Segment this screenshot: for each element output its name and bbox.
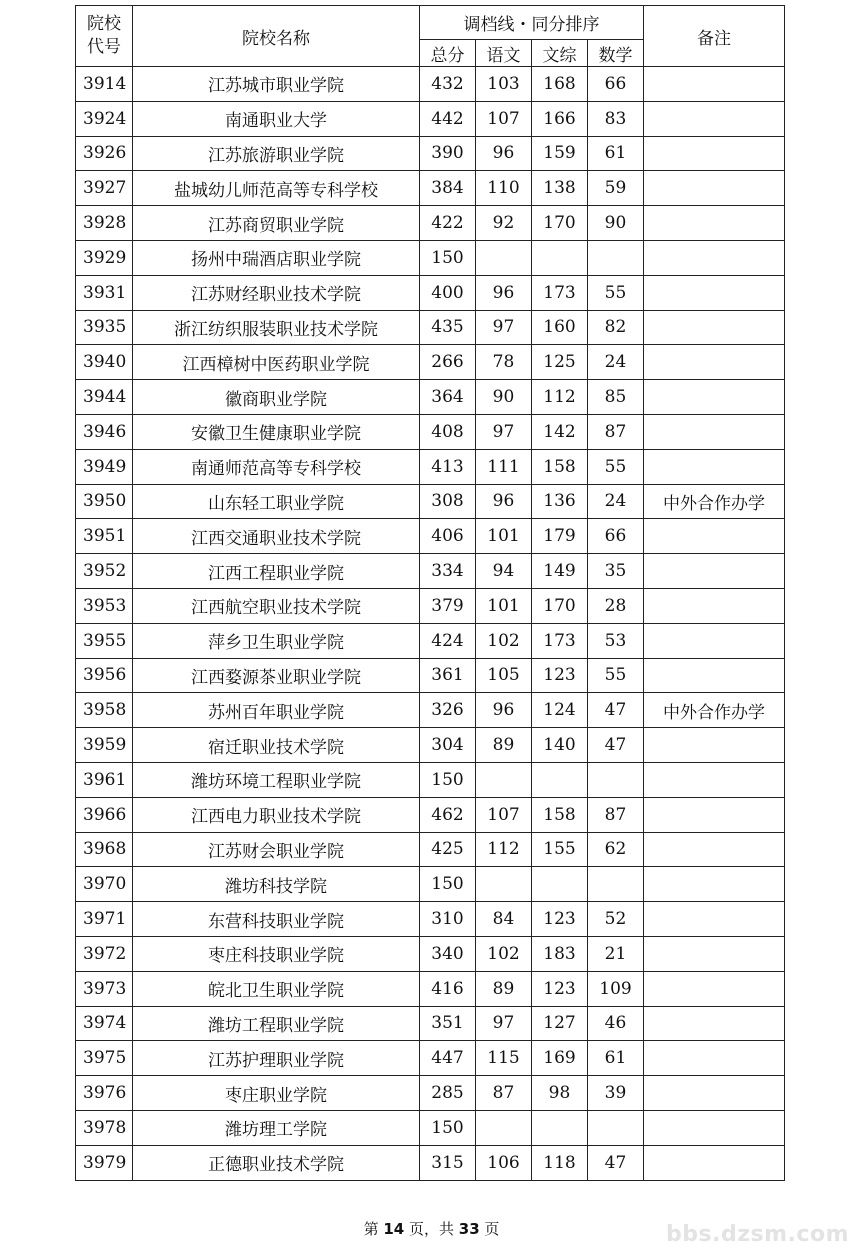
total-score-cell: 266 (420, 345, 476, 380)
school-name-cell: 南通师范高等专科学校 (133, 449, 420, 484)
footer-page-number: 14 (383, 1220, 405, 1238)
note-cell (644, 1110, 785, 1145)
table-row (76, 623, 785, 658)
school-name-cell: 江西工程职业学院 (133, 554, 420, 589)
comprehensive-score-cell: 166 (532, 101, 588, 136)
note-cell (644, 623, 785, 658)
school-code-cell: 3940 (76, 345, 133, 380)
school-name-cell: 枣庄职业学院 (133, 1076, 420, 1111)
note-cell (644, 1145, 785, 1180)
header-comprehensive: 文综 (532, 40, 588, 67)
math-score-cell: 62 (588, 832, 644, 867)
note-cell: 中外合作办学 (644, 693, 785, 728)
comprehensive-score-cell: 169 (532, 1041, 588, 1076)
school-code-cell: 3928 (76, 206, 133, 241)
math-score-cell: 52 (588, 902, 644, 937)
school-name-cell: 徽商职业学院 (133, 380, 420, 415)
school-name-cell: 江苏城市职业学院 (133, 67, 420, 102)
math-score-cell (588, 240, 644, 275)
note-cell (644, 554, 785, 589)
chinese-score-cell: 107 (476, 101, 532, 136)
school-name-cell: 江西电力职业技术学院 (133, 797, 420, 832)
comprehensive-score-cell: 98 (532, 1076, 588, 1111)
chinese-score-cell (476, 762, 532, 797)
math-score-cell: 55 (588, 658, 644, 693)
comprehensive-score-cell: 160 (532, 310, 588, 345)
school-name-cell: 安徽卫生健康职业学院 (133, 414, 420, 449)
note-cell (644, 867, 785, 902)
table-row (76, 554, 785, 589)
school-code-cell: 3927 (76, 171, 133, 206)
table-row (76, 762, 785, 797)
header-code-line1: 院校 (87, 14, 121, 34)
header-score-group: 调档线・同分排序 (420, 6, 644, 40)
chinese-score-cell: 112 (476, 832, 532, 867)
total-score-cell: 406 (420, 519, 476, 554)
total-score-cell: 361 (420, 658, 476, 693)
math-score-cell: 46 (588, 1006, 644, 1041)
school-name-cell: 宿迁职业技术学院 (133, 728, 420, 763)
table-row (76, 67, 785, 102)
table-row (76, 902, 785, 937)
school-code-cell: 3952 (76, 554, 133, 589)
table-body (76, 67, 785, 1181)
school-name-cell: 潍坊科技学院 (133, 867, 420, 902)
school-name-cell: 江苏商贸职业学院 (133, 206, 420, 241)
note-cell (644, 971, 785, 1006)
chinese-score-cell: 97 (476, 310, 532, 345)
math-score-cell: 24 (588, 345, 644, 380)
math-score-cell: 61 (588, 136, 644, 171)
chinese-score-cell: 96 (476, 275, 532, 310)
school-name-cell: 正德职业技术学院 (133, 1145, 420, 1180)
school-name-cell: 江西婺源茶业职业学院 (133, 658, 420, 693)
table-row (76, 1110, 785, 1145)
total-score-cell: 150 (420, 240, 476, 275)
school-code-cell: 3968 (76, 832, 133, 867)
chinese-score-cell: 84 (476, 902, 532, 937)
total-score-cell: 315 (420, 1145, 476, 1180)
school-name-cell: 潍坊理工学院 (133, 1110, 420, 1145)
total-score-cell: 310 (420, 902, 476, 937)
school-code-cell: 3955 (76, 623, 133, 658)
school-name-cell: 江西交通职业技术学院 (133, 519, 420, 554)
header-math: 数学 (588, 40, 644, 67)
school-name-cell: 枣庄科技职业学院 (133, 936, 420, 971)
chinese-score-cell: 94 (476, 554, 532, 589)
school-code-cell: 3961 (76, 762, 133, 797)
note-cell (644, 171, 785, 206)
school-code-cell: 3978 (76, 1110, 133, 1145)
table-row (76, 484, 785, 519)
footer-total-pages: 33 (458, 1220, 480, 1238)
school-code-cell: 3976 (76, 1076, 133, 1111)
table-row (76, 832, 785, 867)
school-code-cell: 3956 (76, 658, 133, 693)
total-score-cell: 326 (420, 693, 476, 728)
chinese-score-cell: 78 (476, 345, 532, 380)
school-name-cell: 江苏财经职业技术学院 (133, 275, 420, 310)
comprehensive-score-cell: 125 (532, 345, 588, 380)
chinese-score-cell: 115 (476, 1041, 532, 1076)
comprehensive-score-cell: 183 (532, 936, 588, 971)
header-school-name: 院校名称 (133, 6, 420, 67)
table-row (76, 171, 785, 206)
table-row (76, 936, 785, 971)
admission-score-table (75, 5, 785, 1181)
chinese-score-cell (476, 867, 532, 902)
note-cell (644, 832, 785, 867)
chinese-score-cell: 92 (476, 206, 532, 241)
math-score-cell: 35 (588, 554, 644, 589)
school-code-cell: 3914 (76, 67, 133, 102)
comprehensive-score-cell: 138 (532, 171, 588, 206)
school-name-cell: 南通职业大学 (133, 101, 420, 136)
math-score-cell: 28 (588, 588, 644, 623)
total-score-cell: 334 (420, 554, 476, 589)
note-cell (644, 1076, 785, 1111)
total-score-cell: 442 (420, 101, 476, 136)
comprehensive-score-cell (532, 762, 588, 797)
total-score-cell: 447 (420, 1041, 476, 1076)
comprehensive-score-cell: 127 (532, 1006, 588, 1041)
table-row (76, 1006, 785, 1041)
note-cell (644, 101, 785, 136)
school-code-cell: 3944 (76, 380, 133, 415)
chinese-score-cell (476, 240, 532, 275)
header-total: 总分 (420, 40, 476, 67)
school-name-cell: 山东轻工职业学院 (133, 484, 420, 519)
school-name-cell: 江西樟树中医药职业学院 (133, 345, 420, 380)
total-score-cell: 390 (420, 136, 476, 171)
table-row (76, 797, 785, 832)
comprehensive-score-cell: 155 (532, 832, 588, 867)
total-score-cell: 150 (420, 762, 476, 797)
total-score-cell: 413 (420, 449, 476, 484)
comprehensive-score-cell: 168 (532, 67, 588, 102)
chinese-score-cell: 102 (476, 936, 532, 971)
comprehensive-score-cell: 112 (532, 380, 588, 415)
table-row (76, 206, 785, 241)
comprehensive-score-cell: 159 (532, 136, 588, 171)
note-cell (644, 728, 785, 763)
comprehensive-score-cell: 123 (532, 658, 588, 693)
note-cell (644, 345, 785, 380)
total-score-cell: 351 (420, 1006, 476, 1041)
school-name-cell: 江苏护理职业学院 (133, 1041, 420, 1076)
table-row (76, 971, 785, 1006)
note-cell (644, 936, 785, 971)
table-row (76, 588, 785, 623)
total-score-cell: 379 (420, 588, 476, 623)
table-row (76, 519, 785, 554)
math-score-cell: 24 (588, 484, 644, 519)
math-score-cell: 55 (588, 449, 644, 484)
comprehensive-score-cell: 142 (532, 414, 588, 449)
school-name-cell: 苏州百年职业学院 (133, 693, 420, 728)
total-score-cell: 304 (420, 728, 476, 763)
note-cell (644, 588, 785, 623)
total-score-cell: 150 (420, 867, 476, 902)
math-score-cell: 90 (588, 206, 644, 241)
math-score-cell: 66 (588, 519, 644, 554)
math-score-cell: 109 (588, 971, 644, 1006)
total-score-cell: 384 (420, 171, 476, 206)
table-row (76, 658, 785, 693)
note-cell (644, 519, 785, 554)
table-row (76, 449, 785, 484)
note-cell (644, 380, 785, 415)
chinese-score-cell: 96 (476, 484, 532, 519)
school-name-cell: 潍坊工程职业学院 (133, 1006, 420, 1041)
chinese-score-cell: 111 (476, 449, 532, 484)
math-score-cell (588, 867, 644, 902)
table-row (76, 1076, 785, 1111)
school-code-cell: 3979 (76, 1145, 133, 1180)
comprehensive-score-cell (532, 867, 588, 902)
school-code-cell: 3931 (76, 275, 133, 310)
note-cell (644, 414, 785, 449)
comprehensive-score-cell: 149 (532, 554, 588, 589)
math-score-cell: 39 (588, 1076, 644, 1111)
school-code-cell: 3924 (76, 101, 133, 136)
school-code-cell: 3974 (76, 1006, 133, 1041)
chinese-score-cell: 101 (476, 588, 532, 623)
comprehensive-score-cell: 123 (532, 971, 588, 1006)
footer-prefix: 第 (363, 1220, 384, 1238)
table-row (76, 310, 785, 345)
school-code-cell: 3971 (76, 902, 133, 937)
note-cell (644, 1041, 785, 1076)
school-name-cell: 盐城幼儿师范高等专科学校 (133, 171, 420, 206)
note-cell (644, 275, 785, 310)
note-cell (644, 310, 785, 345)
note-cell (644, 136, 785, 171)
table-row (76, 101, 785, 136)
comprehensive-score-cell (532, 240, 588, 275)
school-code-cell: 3949 (76, 449, 133, 484)
comprehensive-score-cell: 124 (532, 693, 588, 728)
math-score-cell: 83 (588, 101, 644, 136)
total-score-cell: 432 (420, 67, 476, 102)
math-score-cell: 47 (588, 728, 644, 763)
header-chinese: 语文 (476, 40, 532, 67)
chinese-score-cell: 101 (476, 519, 532, 554)
chinese-score-cell: 97 (476, 414, 532, 449)
comprehensive-score-cell: 140 (532, 728, 588, 763)
table-row (76, 728, 785, 763)
chinese-score-cell (476, 1110, 532, 1145)
school-code-cell: 3951 (76, 519, 133, 554)
chinese-score-cell: 110 (476, 171, 532, 206)
comprehensive-score-cell: 170 (532, 206, 588, 241)
chinese-score-cell: 97 (476, 1006, 532, 1041)
school-name-cell: 江西航空职业技术学院 (133, 588, 420, 623)
table-row (76, 136, 785, 171)
note-cell: 中外合作办学 (644, 484, 785, 519)
chinese-score-cell: 96 (476, 693, 532, 728)
table-row (76, 1041, 785, 1076)
chinese-score-cell: 89 (476, 728, 532, 763)
total-score-cell: 425 (420, 832, 476, 867)
comprehensive-score-cell: 179 (532, 519, 588, 554)
comprehensive-score-cell: 158 (532, 449, 588, 484)
math-score-cell (588, 1110, 644, 1145)
math-score-cell: 85 (588, 380, 644, 415)
school-code-cell: 3966 (76, 797, 133, 832)
total-score-cell: 408 (420, 414, 476, 449)
total-score-cell: 416 (420, 971, 476, 1006)
school-code-cell: 3950 (76, 484, 133, 519)
math-score-cell (588, 762, 644, 797)
note-cell (644, 658, 785, 693)
note-cell (644, 240, 785, 275)
chinese-score-cell: 102 (476, 623, 532, 658)
table-row (76, 693, 785, 728)
table-row (76, 414, 785, 449)
total-score-cell: 424 (420, 623, 476, 658)
note-cell (644, 762, 785, 797)
comprehensive-score-cell: 170 (532, 588, 588, 623)
total-score-cell: 422 (420, 206, 476, 241)
note-cell (644, 206, 785, 241)
table-row (76, 275, 785, 310)
table-row (76, 345, 785, 380)
total-score-cell: 364 (420, 380, 476, 415)
math-score-cell: 87 (588, 797, 644, 832)
math-score-cell: 59 (588, 171, 644, 206)
comprehensive-score-cell (532, 1110, 588, 1145)
comprehensive-score-cell: 173 (532, 623, 588, 658)
school-code-cell: 3970 (76, 867, 133, 902)
school-name-cell: 扬州中瑞酒店职业学院 (133, 240, 420, 275)
chinese-score-cell: 105 (476, 658, 532, 693)
header-school-code (76, 6, 133, 67)
table-row (76, 380, 785, 415)
math-score-cell: 21 (588, 936, 644, 971)
math-score-cell: 66 (588, 67, 644, 102)
chinese-score-cell: 89 (476, 971, 532, 1006)
school-code-cell: 3975 (76, 1041, 133, 1076)
school-name-cell: 东营科技职业学院 (133, 902, 420, 937)
school-code-cell: 3973 (76, 971, 133, 1006)
school-code-cell: 3946 (76, 414, 133, 449)
school-code-cell: 3926 (76, 136, 133, 171)
chinese-score-cell: 107 (476, 797, 532, 832)
math-score-cell: 61 (588, 1041, 644, 1076)
comprehensive-score-cell: 158 (532, 797, 588, 832)
math-score-cell: 82 (588, 310, 644, 345)
table-row (76, 1145, 785, 1180)
footer-middle: 页，共 (404, 1220, 459, 1238)
comprehensive-score-cell: 118 (532, 1145, 588, 1180)
note-cell (644, 902, 785, 937)
total-score-cell: 150 (420, 1110, 476, 1145)
math-score-cell: 47 (588, 693, 644, 728)
school-name-cell: 皖北卫生职业学院 (133, 971, 420, 1006)
math-score-cell: 53 (588, 623, 644, 658)
school-name-cell: 萍乡卫生职业学院 (133, 623, 420, 658)
school-name-cell: 江苏财会职业学院 (133, 832, 420, 867)
math-score-cell: 47 (588, 1145, 644, 1180)
table-row (76, 867, 785, 902)
chinese-score-cell: 103 (476, 67, 532, 102)
total-score-cell: 435 (420, 310, 476, 345)
total-score-cell: 462 (420, 797, 476, 832)
total-score-cell: 308 (420, 484, 476, 519)
comprehensive-score-cell: 136 (532, 484, 588, 519)
school-code-cell: 3958 (76, 693, 133, 728)
header-note: 备注 (644, 6, 785, 67)
school-code-cell: 3929 (76, 240, 133, 275)
note-cell (644, 797, 785, 832)
footer-suffix: 页 (479, 1220, 500, 1238)
math-score-cell: 55 (588, 275, 644, 310)
math-score-cell: 87 (588, 414, 644, 449)
note-cell (644, 1006, 785, 1041)
chinese-score-cell: 90 (476, 380, 532, 415)
comprehensive-score-cell: 173 (532, 275, 588, 310)
school-code-cell: 3972 (76, 936, 133, 971)
school-name-cell: 江苏旅游职业学院 (133, 136, 420, 171)
school-code-cell: 3959 (76, 728, 133, 763)
header-code-line2: 代号 (87, 37, 121, 57)
table-row (76, 240, 785, 275)
chinese-score-cell: 96 (476, 136, 532, 171)
chinese-score-cell: 106 (476, 1145, 532, 1180)
note-cell (644, 449, 785, 484)
total-score-cell: 400 (420, 275, 476, 310)
school-code-cell: 3935 (76, 310, 133, 345)
comprehensive-score-cell: 123 (532, 902, 588, 937)
note-cell (644, 67, 785, 102)
school-name-cell: 浙江纺织服装职业技术学院 (133, 310, 420, 345)
site-watermark: bbs.dzsm.com (666, 1222, 849, 1247)
school-name-cell: 潍坊环境工程职业学院 (133, 762, 420, 797)
total-score-cell: 340 (420, 936, 476, 971)
school-code-cell: 3953 (76, 588, 133, 623)
chinese-score-cell: 87 (476, 1076, 532, 1111)
total-score-cell: 285 (420, 1076, 476, 1111)
